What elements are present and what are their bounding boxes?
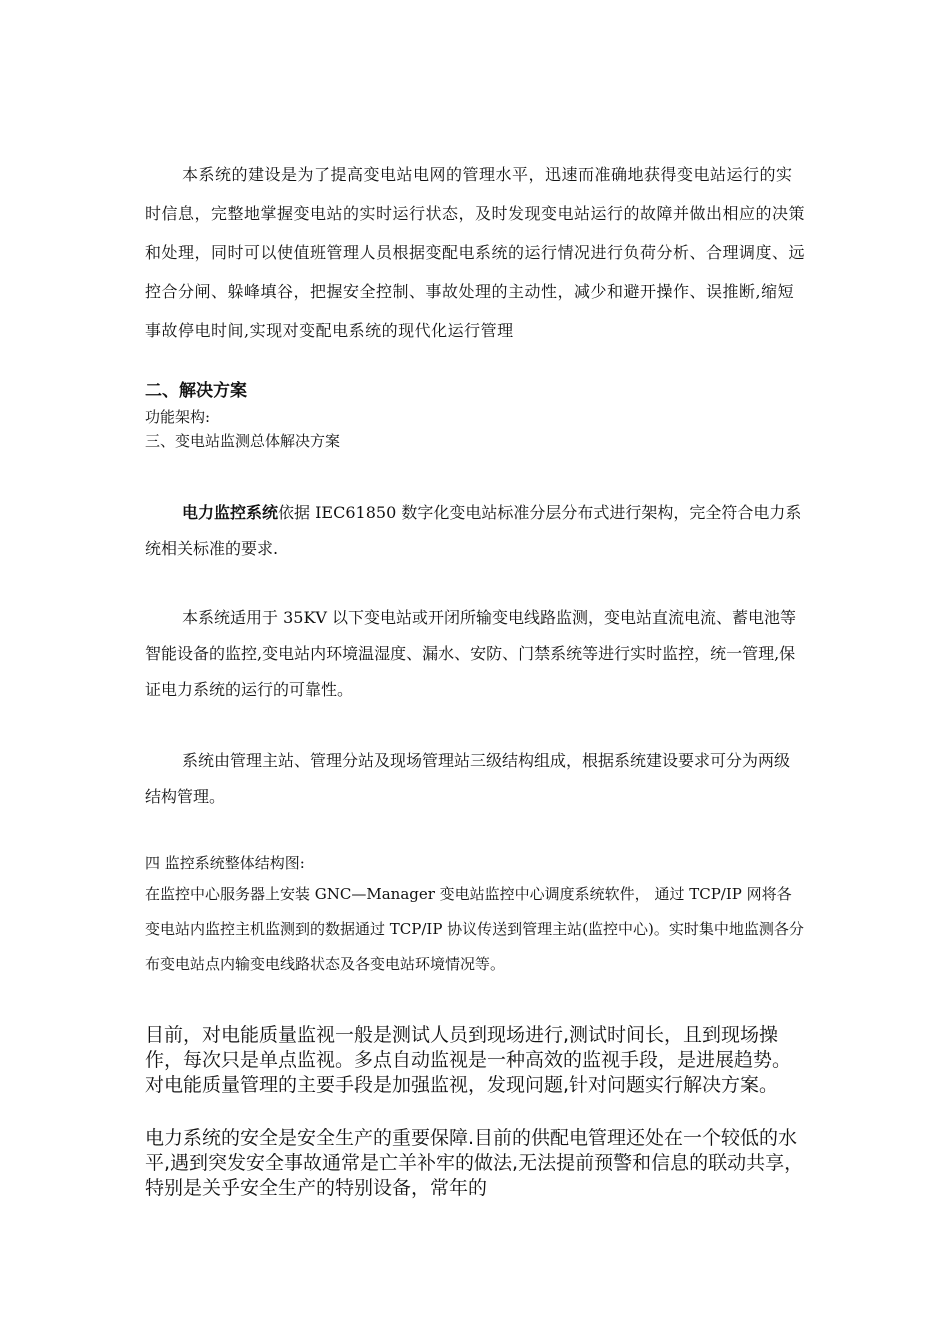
- overall-solution-heading: 三、变电站监测总体解决方案: [145, 432, 341, 450]
- scope-paragraph: 本系统适用于 35KV 以下变电站或开闭所输变电线路监测，变电站直流电流、蓄电池等智能设备的监控,变电站内环境温湿度、漏水、安防、门禁系统等进行实时监控，统一管理,保证电力系统的运行的可靠性。: [145, 608, 797, 699]
- software-paragraph: 在监控中心服务器上安装 GNC—Manager 变电站监控中心调度系统软件， 通过 TCP/IP 网将各变电站内监控主机监测到的数据通过 TCP/IP 协议传送到管理主站(监控中心)。实时集中地监测各分布变电站点内输变电线路状态及各变电站环境情况等。: [145, 885, 804, 973]
- solution-heading: 二、解决方案: [145, 381, 247, 401]
- structure-paragraph: 系统由管理主站、管理分站及现场管理站三级结构组成，根据系统建设要求可分为两级结构管理。: [145, 751, 791, 806]
- standard-bold-term: 电力监控系统: [182, 503, 279, 522]
- standard-paragraph: [145, 495, 805, 567]
- function-architecture-label: 功能架构:: [145, 408, 211, 426]
- diagram-heading: 四 监控系统整体结构图:: [145, 854, 305, 872]
- standard-paragraph-text: 依据 IEC61850 数字化变电站标准分层分布式进行架构，完全符合电力系统相关标准的要求.: [145, 503, 802, 558]
- intro-paragraph: 本系统的建设是为了提高变电站电网的管理水平，迅速而准确地获得变电站运行的实时信息，完整地掌握变电站的实时运行状态，及时发现变电站运行的故障并做出相应的决策和处理，同时可以使值班管理人员根据变配电系统的运行情况进行负荷分析、合理调度、远控合分闸、躲峰填谷，把握安全控制、事故处理的主动性，减少和避开操作、误推断,缩短事故停电时间,实现对变配电系统的现代化运行管理: [145, 165, 806, 340]
- safety-paragraph: 电力系统的安全是安全生产的重要保障.目前的供配电管理还处在一个较低的水平,遇到突发安全事故通常是亡羊补牢的做法,无法提前预警和信息的联动共享，特别是关乎安全生产的特别设备，常年的: [145, 1127, 804, 1199]
- power-quality-paragraph: 目前，对电能质量监视一般是测试人员到现场进行,测试时间长，且到现场操作，每次只是单点监视。多点自动监视是一种高效的监视手段，是进展趋势。对电能质量管理的主要手段是加强监视，发现问题,针对问题实行解决方案。: [145, 1024, 792, 1096]
